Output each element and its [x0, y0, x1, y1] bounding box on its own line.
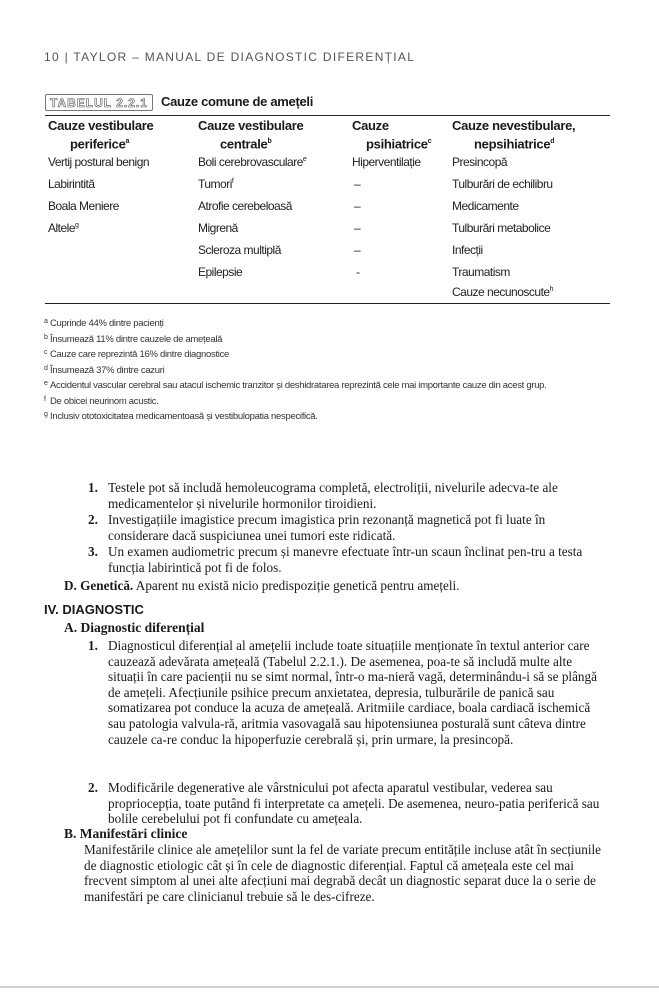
table-cell: Atrofie cerebeloasă	[198, 199, 292, 213]
footnote: a Cuprinde 44% dintre pacienți	[44, 318, 164, 329]
table-cell: Infecții	[452, 243, 483, 257]
footnote: c Cauze care reprezintă 16% dintre diagnostice	[44, 349, 230, 360]
footnote: e Accidentul vascular cerebral sau atacul ischemic tranzitor și deshidratarea reprezintă cele mai importante cauze din acest grup.	[44, 380, 547, 391]
paragraph-clinical: Manifestările clinice ale amețelilor sunt la fel de variate precum entitățile incluse atât în secțiunile de diagnostic etiologic cât și în cele de diagnostic diferențial. Faptul că amețeala este cel mai frecvent simptom al unei alte afecțiuni mai degrabă decât un diagnostic separat duce la o serie de manifestări pe care clinicianul trebuie să le des-cifreze.	[84, 842, 602, 904]
table-cell: Tumori$^f$	[198, 177, 234, 191]
table-cell: –	[354, 177, 361, 191]
paragraph-genetics	[64, 578, 609, 594]
table-cell: Labirintită	[48, 177, 95, 191]
column-header-central: Cauze vestibulare centrale$^b$	[198, 118, 304, 152]
list-item: 2. Investigațiile imagistice precum imagistica prin rezonanță magnetică pot fi luate în considerare dacă suspiciunea unei tumori este ridicată.	[88, 512, 546, 543]
footnote: b Însumează 11% dintre cauzele de amețeală	[44, 333, 223, 345]
table-cell: Boala Meniere	[48, 199, 119, 213]
column-header-psychiatric: Cauze psihiatrice$^c$	[352, 118, 432, 152]
table-cell: Medicamente	[452, 199, 519, 213]
genetics-label: D. Genetică.	[64, 578, 134, 593]
table-cell: Vertij postural benign	[48, 155, 150, 169]
table-footnotes	[44, 316, 614, 425]
table-bottom-rule	[45, 303, 610, 304]
section-heading-diagnostic: IV. DIAGNOSTIC	[44, 602, 144, 617]
table-cell: –	[354, 199, 361, 213]
table-cell: Scleroza multiplă	[198, 243, 281, 257]
table-title-row	[45, 94, 620, 114]
table-cell: Hiperventilație	[352, 155, 421, 169]
running-head: 10 | TAYLOR – MANUAL DE DIAGNOSTIC DIFERENȚIAL	[44, 50, 416, 64]
table-cell: Cauze necunoscute$^h$	[452, 285, 553, 299]
subheading-clinical-manifestations: B. Manifestări clinice	[64, 826, 188, 841]
table-cell: Altele$^g$	[48, 221, 79, 235]
table-cell: Migrenă	[198, 221, 238, 235]
table-cell: Presincopă	[452, 155, 508, 169]
table-cell: Tulburări metabolice	[452, 221, 551, 235]
table-cell: Epilepsie	[198, 265, 243, 279]
table-cell: -	[356, 265, 360, 279]
subheading-differential: A. Diagnostic diferențial	[64, 620, 205, 635]
footnote: d Însumează 37% dintre cazuri	[44, 364, 165, 376]
list-item: 1. Testele pot să includă hemoleucograma completă, electroliții, nivelurile adecva-te ale medicamentelor și nivelurile hormonilor tiroidieni.	[88, 480, 558, 511]
table-top-rule	[45, 115, 610, 116]
footnote: f De obicei neurinom acustic.	[44, 395, 159, 407]
list-item: 1. Diagnosticul diferențial al amețelii include toate situațiile menționate în textul anterior care cauzează adevărata amețeală (Tabelul 2.2.1.). De asemenea, poa-te să includă multe alte situații în care pacienții nu se simt normal, într-o ma-nieră vagă, determinându-i să se plângă de amețeli. Afecțiunile psihice precum anxietatea, depresia, tulburările de panică sau somatizarea pot conduce la acuza de amețeală. Aritmiile cardiace, boala cardiacă ischemică sau patologia valvula-ră, aritmia vasovagală sau hipotensiunea posturală sunt câteva dintre cauzele ca-re conduc la hipoperfuzie cerebrală și, prin urmare, la presincopă.	[88, 638, 597, 747]
table-cell: –	[354, 221, 361, 235]
page-edge	[0, 986, 659, 988]
list-item: 2. Modificările degenerative ale vârstnicului pot afecta aparatul vestibular, vederea sau propriocepția, toate putând fi interpretate ca amețeli. De asemenea, neuro-patia periferică sau bolile cerebelului pot fi confundate cu amețeala.	[88, 780, 600, 827]
footnote: g Inclusiv ototoxicitatea medicamentoasă și vestibulopatia nespecifică.	[44, 411, 318, 422]
table-number-tag: TABELUL 2.2.1	[45, 94, 153, 111]
genetics-text: Aparent nu există nicio predispoziție genetică pentru amețeli.	[135, 578, 460, 593]
table-cell: Boli cerebrovasculare$^e$	[198, 155, 307, 169]
column-header-nonvestibular: Cauze nevestibulare, nepsihiatrice$^d$	[452, 118, 576, 152]
table-cell: Traumatism	[452, 265, 510, 279]
list-item: 3. Un examen audiometric precum și manevre efectuate într-un scaun înclinat pen-tru a testa funcția labirintică pot fi de folos.	[88, 544, 583, 575]
table-cell: –	[354, 243, 361, 257]
table-caption: Cauze comune de amețeli	[161, 94, 314, 109]
column-header-peripheral: Cauze vestibulare periferice$^a$	[48, 118, 154, 152]
table-cell: Tulburări de echilibru	[452, 177, 553, 191]
